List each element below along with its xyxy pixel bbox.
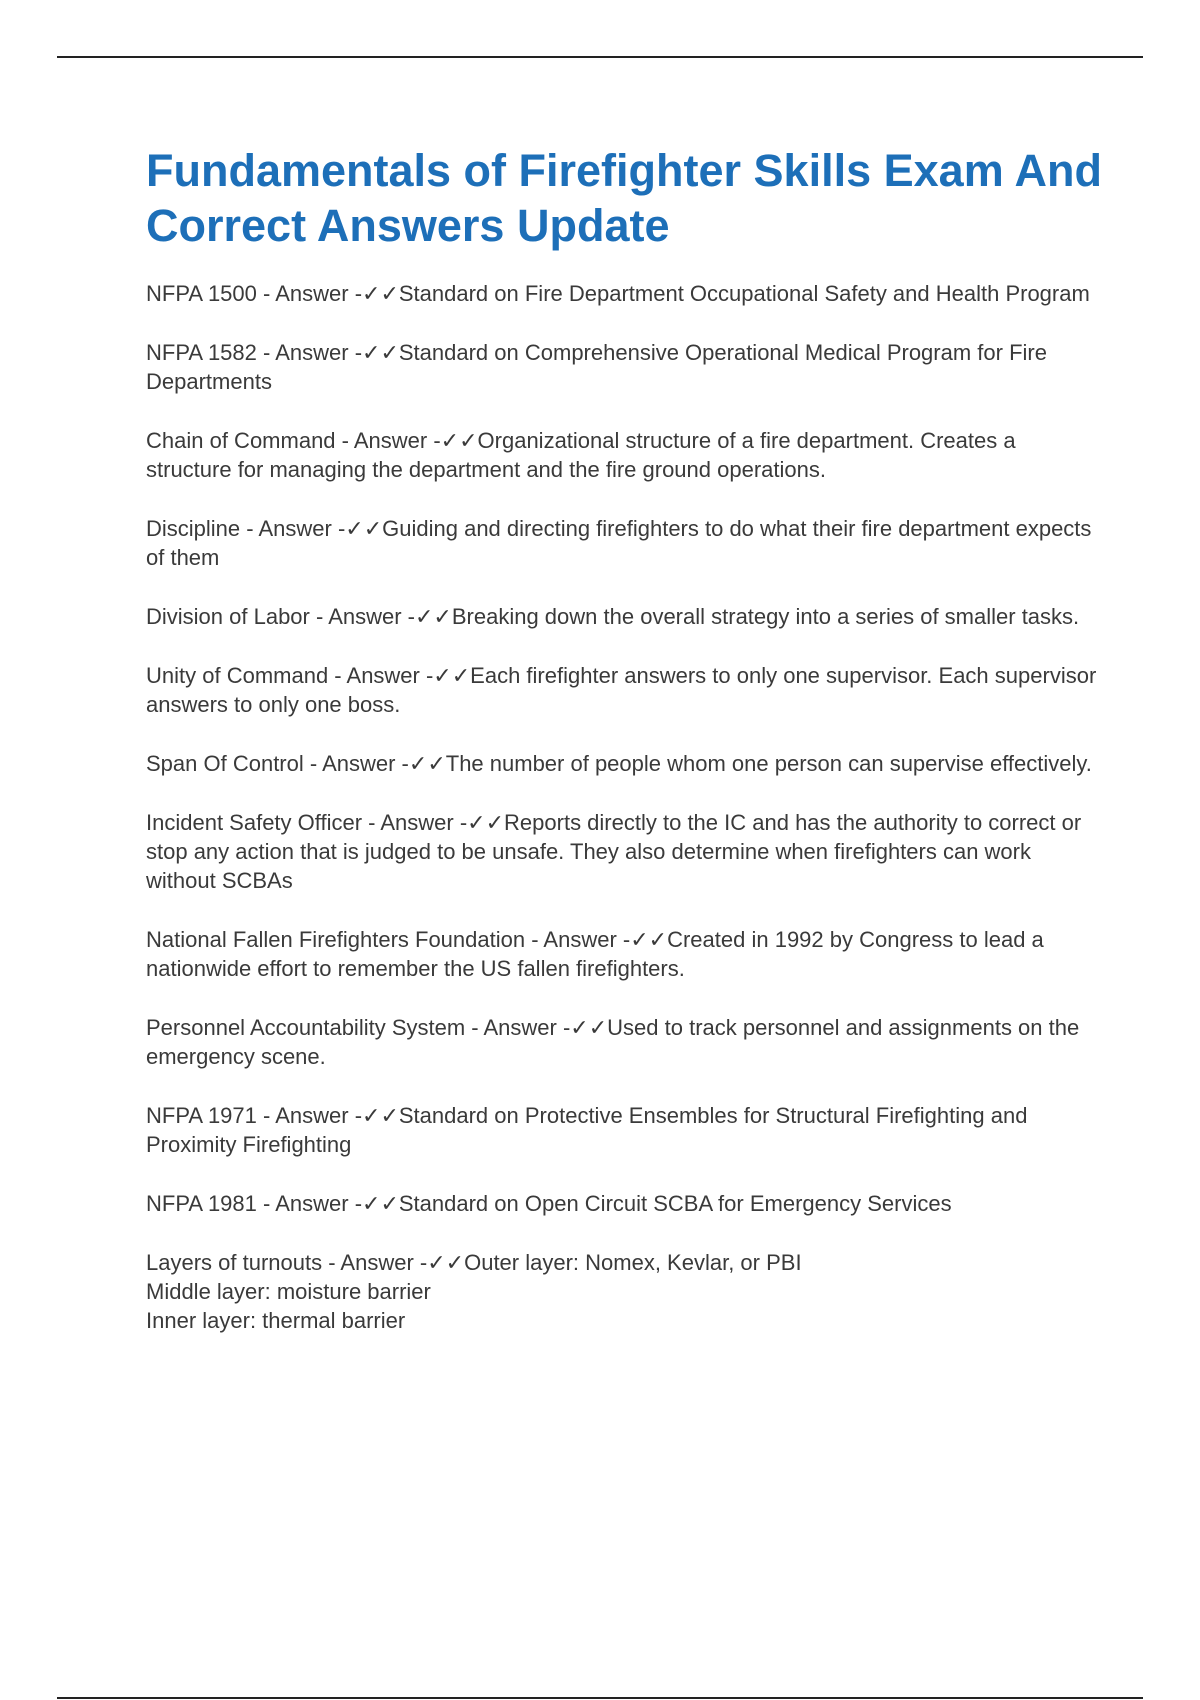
document-body	[146, 143, 1106, 1365]
top-rule	[57, 56, 1143, 58]
qa-item-nfpa-1971: NFPA 1971 - Answer -✓✓Standard on Protective Ensembles for Structural Firefighting and Proximity Firefighting	[146, 1103, 1028, 1157]
qa-item-personnel-accountability-system: Personnel Accountability System - Answer -✓✓Used to track personnel and assignments on the emergency scene.	[146, 1015, 1080, 1069]
qa-item-unity-of-command: Unity of Command - Answer -✓✓Each firefighter answers to only one supervisor. Each supervisor answers to only one boss.	[146, 663, 1097, 717]
qa-item-chain-of-command: Chain of Command - Answer -✓✓Organizational structure of a fire department. Creates a structure for managing the department and the fire ground operations.	[146, 428, 1016, 482]
qa-item-division-of-labor: Division of Labor - Answer -✓✓Breaking down the overall strategy into a series of smaller tasks.	[146, 604, 1080, 629]
document-title: Fundamentals of Firefighter Skills Exam And Correct Answers Update	[146, 145, 1103, 251]
qa-item-national-fallen-firefighters-foundation: National Fallen Firefighters Foundation - Answer -✓✓Created in 1992 by Congress to lead a nationwide effort to remember the US fallen firefighters.	[146, 927, 1044, 981]
qa-item-discipline: Discipline - Answer -✓✓Guiding and directing firefighters to do what their fire department expects of them	[146, 516, 1092, 570]
qa-item-layers-of-turnouts: Layers of turnouts - Answer -✓✓Outer layer: Nomex, Kevlar, or PBI Middle layer: moisture barrier Inner layer: thermal barrier	[146, 1250, 802, 1333]
qa-list	[146, 279, 1106, 1335]
bottom-rule	[57, 1697, 1143, 1699]
qa-item-nfpa-1582: NFPA 1582 - Answer -✓✓Standard on Comprehensive Operational Medical Program for Fire Departments	[146, 340, 1047, 394]
qa-item-nfpa-1500: NFPA 1500 - Answer -✓✓Standard on Fire Department Occupational Safety and Health Program	[146, 281, 1090, 306]
qa-item-nfpa-1981: NFPA 1981 - Answer -✓✓Standard on Open Circuit SCBA for Emergency Services	[146, 1191, 952, 1216]
qa-item-incident-safety-officer: Incident Safety Officer - Answer -✓✓Reports directly to the IC and has the authority to correct or stop any action that is judged to be unsafe. They also determine when firefighters can work without SCBAs	[146, 810, 1082, 893]
qa-item-span-of-control: Span Of Control - Answer -✓✓The number of people whom one person can supervise effectively.	[146, 751, 1092, 776]
